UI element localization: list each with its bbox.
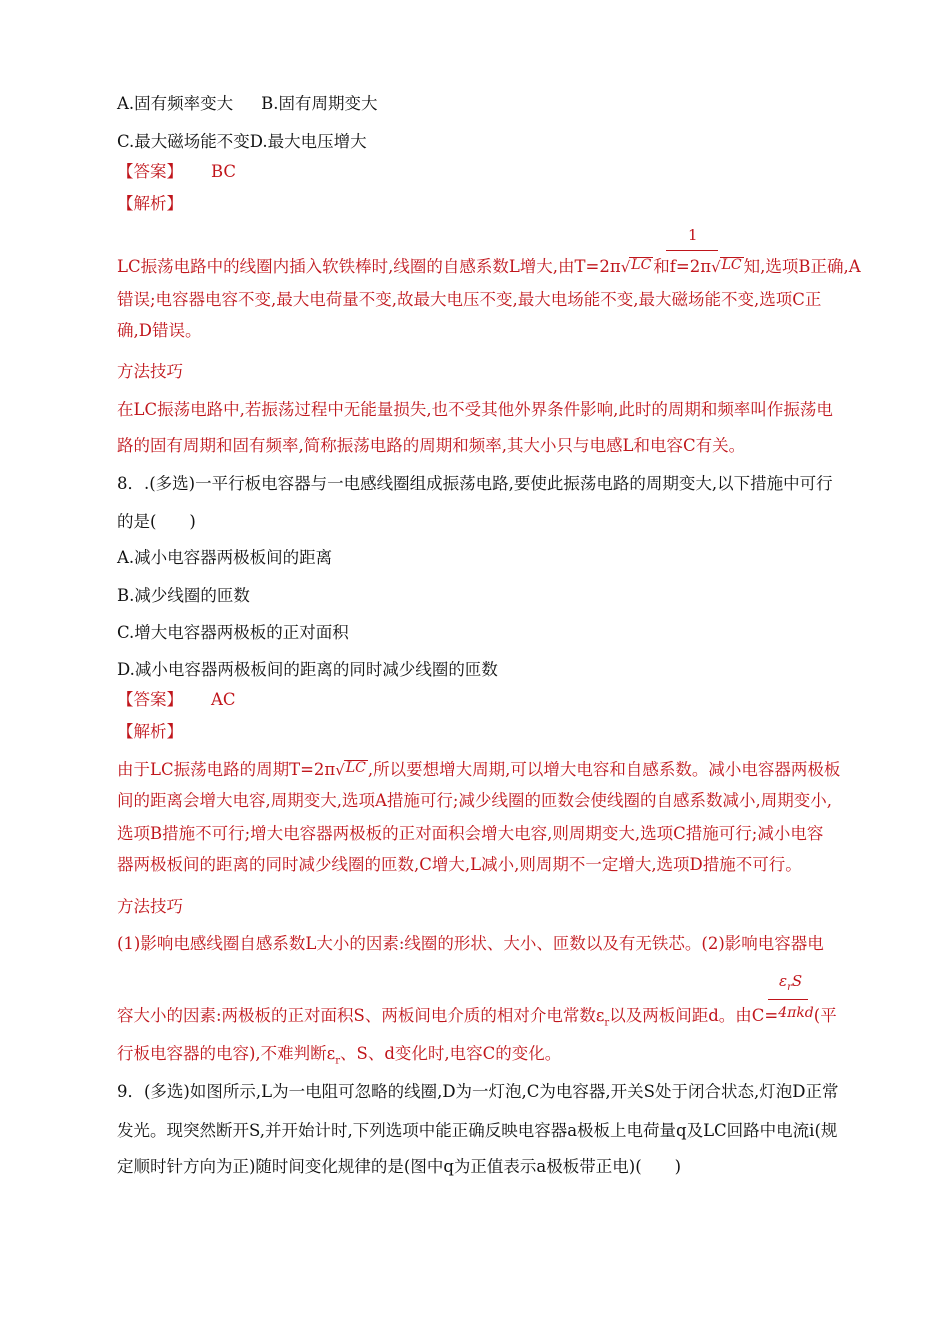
answer-label: 【答案】 — [117, 690, 183, 709]
capacitance-frac-denominator: 4πkd — [778, 1005, 814, 1021]
q7-frac-bar — [666, 250, 718, 251]
q8-stem-line2: 的是( ) — [117, 512, 196, 531]
q8-option-c: C.增大电容器两极板的正对面积 — [117, 623, 349, 642]
q8-option-b: B.减少线圈的匝数 — [117, 586, 250, 605]
q7-option-b: B.固有周期变大 — [261, 94, 378, 113]
q9-stem-line1: 9．(多选)如图所示,L为一电阻可忽略的线圈,D为一灯泡,C为电容器,开关S处于闭合状态,灯泡D正常 — [117, 1082, 839, 1101]
q7-options-ab — [117, 94, 378, 114]
q8-method-line1: (1)影响电感线圈自感系数L大小的因素:线圈的形状、大小、匝数以及有无铁芯。(2)影响电容器电 — [117, 934, 824, 953]
q7-options-cd: C.最大磁场能不变D.最大电压增大 — [117, 132, 367, 151]
q8-option-a: A.减小电容器两极板间的距离 — [117, 548, 333, 567]
q8-option-d: D.减小电容器两极板间的距离的同时减少线圈的匝数 — [117, 660, 498, 679]
q7-analysis-line2: 错误;电容器电容不变,最大电荷量不变,故最大电压不变,最大电场能不变,最大磁场能不变,选项C正 — [117, 290, 822, 309]
capacitance-frac-numerator: $\varepsilon_rS$ — [779, 972, 803, 993]
q7-answer: BC — [211, 162, 237, 181]
q7-frac-numerator: 1 — [688, 226, 698, 244]
q8-analysis-line3: 选项B措施不可行;增大电容器两极板的正对面积会增大电容,则周期变大,选项C措施可行;减小电容 — [117, 824, 824, 843]
q8-method-label: 方法技巧 — [117, 897, 183, 916]
q7-method-label: 方法技巧 — [117, 362, 183, 381]
capacitance-frac-bar — [768, 999, 808, 1000]
q7-answer-line — [117, 162, 236, 182]
q8-stem-line1: 8．.(多选)一平行板电容器与一电感线圈组成振荡电路,要使此振荡电路的周期变大,以下措施中可行 — [117, 474, 833, 493]
q7-method-line2: 路的固有周期和固有频率,简称振荡电路的周期和频率,其大小只与电感L和电容C有关。 — [117, 436, 746, 455]
q9-stem-line3: 定顺时针方向为正)随时间变化规律的是(图中q为正值表示a极板带正电)( ) — [117, 1157, 682, 1176]
q8-analysis-label: 【解析】 — [117, 722, 183, 741]
q7-option-a: A.固有频率变大 — [117, 94, 234, 113]
q7-analysis-label: 【解析】 — [117, 194, 183, 213]
q8-analysis-line1: 由于LC振荡电路的周期T=2π√LC ,所以要想增大周期,可以增大电容和自感系数。减小电容器两极板 — [117, 760, 841, 779]
sqrt-lc: LC — [721, 257, 742, 273]
answer-label: 【答案】 — [117, 162, 183, 181]
q9-stem-line2: 发光。现突然断开S,并开始计时,下列选项中能正确反映电容器a极板上电荷量q及LC回路中电流i(规 — [117, 1121, 838, 1140]
q8-analysis-line2: 间的距离会增大电容,周期变大,选项A措施可行;减少线圈的匝数会使线圈的自感系数减小,周期变小, — [117, 791, 832, 810]
q8-answer: AC — [211, 690, 236, 709]
q7-analysis-line1: LC振荡电路中的线圈内插入软铁棒时,线圈的自感系数L增大,由T=2π√LC 和f=2π√LC 知,选项B正确,A — [117, 257, 861, 276]
q8-method-line3: 行板电容器的电容),不难判断$\varepsilon_r$、S、d变化时,电容C的变化。 — [117, 1044, 562, 1067]
q8-answer-line — [117, 690, 236, 710]
q8-method-line2: 容大小的因素:两极板的正对面积S、两板间电介质的相对介电常数$\varepsilon_r$以及两板间距d。由C=$^{4\pi kd}$(平 — [117, 1005, 837, 1029]
q8-analysis-line4: 器两极板间的距离的同时减少线圈的匝数,C增大,L减小,则周期不一定增大,选项D措施不可行。 — [117, 855, 802, 874]
sqrt-lc: LC — [345, 760, 366, 776]
sqrt-lc: LC — [631, 257, 652, 273]
q7-analysis-line3: 确,D错误。 — [117, 321, 202, 340]
q7-method-line1: 在LC振荡电路中,若振荡过程中无能量损失,也不受其他外界条件影响,此时的周期和频率叫作振荡电 — [117, 400, 833, 419]
